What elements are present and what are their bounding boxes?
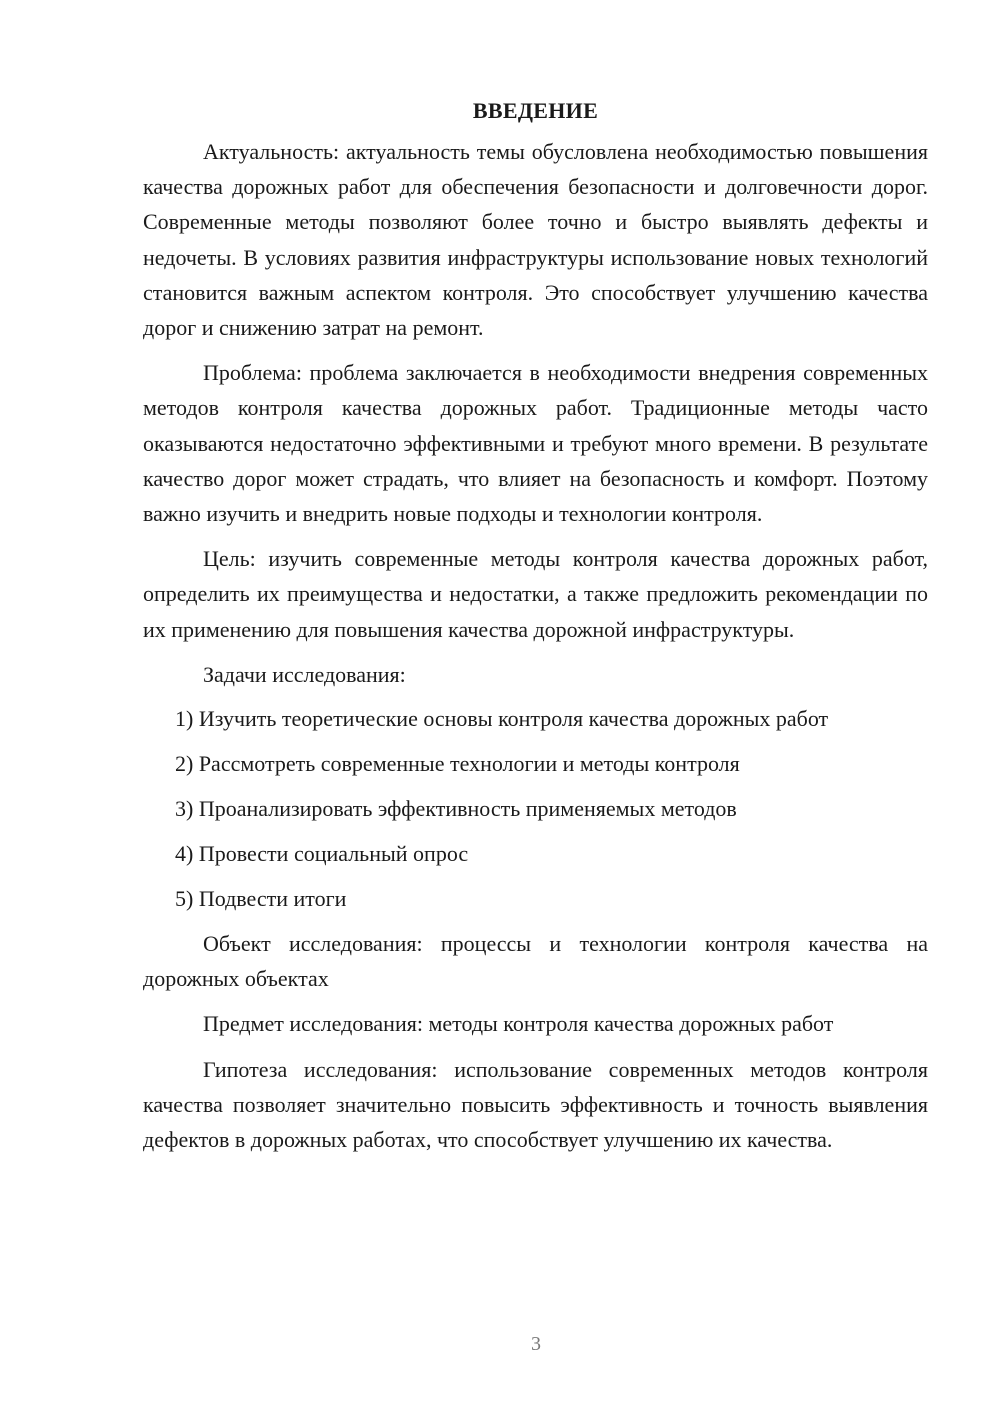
tasks-list [143, 701, 928, 916]
paragraph-goal: Цель: изучить современные методы контроля качества дорожных работ, определить их преимущества и недостатки, а также предложить рекомендации по их применению для повышения качества дорожной инфраструктуры. [143, 546, 928, 642]
page-title: ВВЕДЕНИЕ [472, 98, 599, 123]
document-page [143, 96, 928, 1167]
list-item: 2) Рассмотреть современные технологии и методы контроля [175, 751, 740, 777]
paragraph-problem: Проблема: проблема заключается в необходимости внедрения современных методов контроля качества дорожных работ. Традиционные методы часто оказываются недостаточно эффективными и требуют много времени. В результате качество дорог может страдать, что влияет на безопасность и комфорт. Поэтому важно изучить и внедрить новые подходы и технологии контроля. [143, 360, 928, 527]
page-number: 3 [531, 1333, 541, 1355]
list-item: 3) Проанализировать эффективность применяемых методов [175, 796, 737, 822]
list-item: 5) Подвести итоги [175, 886, 347, 912]
paragraph-relevance: Актуальность: актуальность темы обусловлена необходимостью повышения качества дорожных работ для обеспечения безопасности и долговечности дорог. Современные методы позволяют более точно и быстро выявлять дефекты и недочеты. В условиях развития инфраструктуры использование новых технологий становится важным аспектом контроля. Это способствует улучшению качества дорог и снижению затрат на ремонт. [143, 139, 928, 341]
paragraph-hypothesis: Гипотеза исследования: использование современных методов контроля качества позволяет значительно повысить эффективность и точность выявления дефектов в дорожных работах, что способствует улучшению их качества. [143, 1056, 928, 1153]
paragraph-object: Объект исследования: процессы и технологии контроля качества на дорожных объектах [143, 931, 928, 992]
paragraph-subject: Предмет исследования: методы контроля качества дорожных работ [203, 1011, 834, 1037]
list-item: 1) Изучить теоретические основы контроля качества дорожных работ [175, 706, 829, 732]
tasks-heading: Задачи исследования: [203, 661, 406, 687]
list-item: 4) Провести социальный опрос [175, 841, 469, 867]
